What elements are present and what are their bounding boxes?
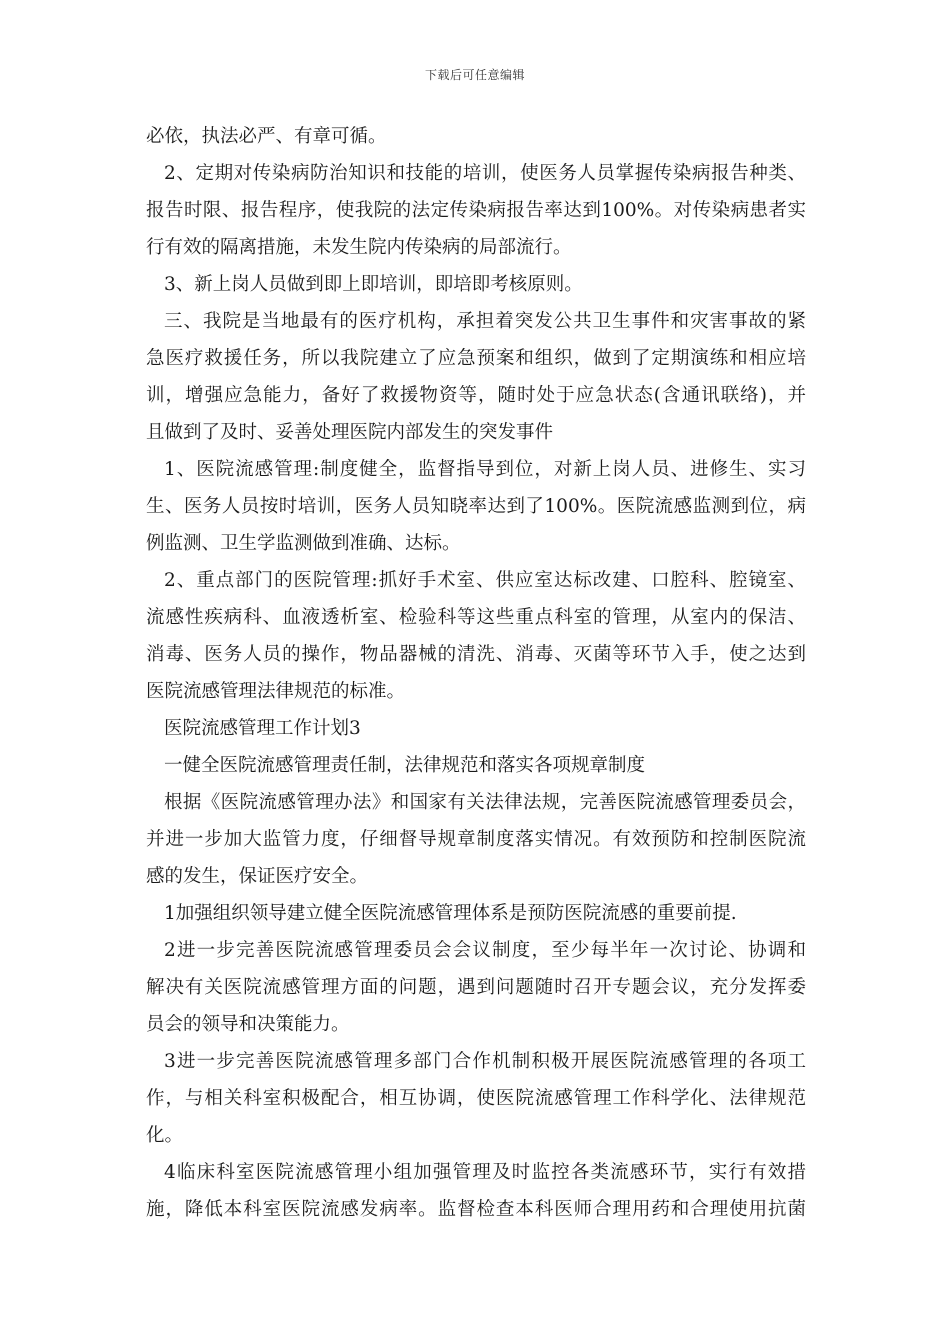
text-line: 急医疗救援任务，所以我院建立了应急预案和组织，做到了定期演练和相应培 — [146, 348, 806, 369]
text-line: 解决有关医院流感管理方面的问题，遇到问题随时召开专题会议，充分发挥委 — [146, 977, 806, 998]
document-body — [146, 118, 806, 1228]
text-line: 3进一步完善医院流感管理多部门合作机制积极开展医院流感管理的各项工 — [164, 1051, 806, 1072]
text-line: 2、定期对传染病防治知识和技能的培训，使医务人员掌握传染病报告种类、 — [164, 163, 806, 184]
text-line: 并进一步加大监管力度，仔细督导规章制度落实情况。有效预防和控制医院流 — [146, 829, 806, 850]
text-line: 2进一步完善医院流感管理委员会会议制度，至少每半年一次讨论、协调和 — [164, 940, 806, 961]
text-line: 员会的领导和决策能力。 — [146, 1014, 350, 1035]
text-line: 化。 — [146, 1125, 184, 1146]
text-line: 作，与相关科室积极配合，相互协调，使医院流感管理工作科学化、法律规范 — [146, 1088, 806, 1109]
text-line: 训，增强应急能力，备好了救援物资等，随时处于应急状态(含通讯联络)，并 — [146, 385, 806, 406]
text-line: 感的发生，保证医疗安全。 — [146, 866, 369, 887]
text-line: 1加强组织领导建立健全医院流感管理体系是预防医院流感的重要前提. — [164, 903, 737, 924]
text-line: 报告时限、报告程序，使我院的法定传染病报告率达到100%。对传染病患者实 — [146, 200, 806, 221]
text-line: 流感性疾病科、血液透析室、检验科等这些重点科室的管理，从室内的保洁、 — [146, 607, 806, 628]
text-line: 且做到了及时、妥善处理医院内部发生的突发事件 — [146, 422, 554, 443]
text-line: 1、医院流感管理:制度健全，监督指导到位，对新上岗人员、进修生、实习 — [164, 459, 806, 480]
text-line: 例监测、卫生学监测做到准确、达标。 — [146, 533, 461, 554]
text-line: 4临床科室医院流感管理小组加强管理及时监控各类流感环节，实行有效措 — [164, 1162, 806, 1183]
text-line: 2、重点部门的医院管理:抓好手术室、供应室达标改建、口腔科、腔镜室、 — [164, 570, 806, 591]
text-line: 必依，执法必严、有章可循。 — [146, 126, 387, 147]
text-line: 医院流感管理法律规范的标准。 — [146, 681, 406, 702]
text-line: 消毒、医务人员的操作，物品器械的清洗、消毒、灭菌等环节入手，使之达到 — [146, 644, 806, 665]
page-header: 下载后可任意编辑 — [424, 68, 525, 82]
text-line: 三、我院是当地最有的医疗机构，承担着突发公共卫生事件和灾害事故的紧 — [164, 311, 806, 332]
text-line: 3、新上岗人员做到即上即培训，即培即考核原则。 — [164, 274, 583, 295]
text-line: 一健全医院流感管理责任制，法律规范和落实各项规章制度 — [164, 755, 646, 776]
text-line: 行有效的隔离措施，未发生院内传染病的局部流行。 — [146, 237, 572, 258]
text-line: 医院流感管理工作计划3 — [164, 718, 361, 739]
text-line: 生、医务人员按时培训，医务人员知晓率达到了100%。医院流感监测到位，病 — [146, 496, 806, 517]
text-line: 施，降低本科室医院流感发病率。监督检查本科医师合理用药和合理使用抗菌 — [146, 1199, 806, 1220]
text-line: 根据《医院流感管理办法》和国家有关法律法规，完善医院流感管理委员会， — [164, 792, 806, 813]
